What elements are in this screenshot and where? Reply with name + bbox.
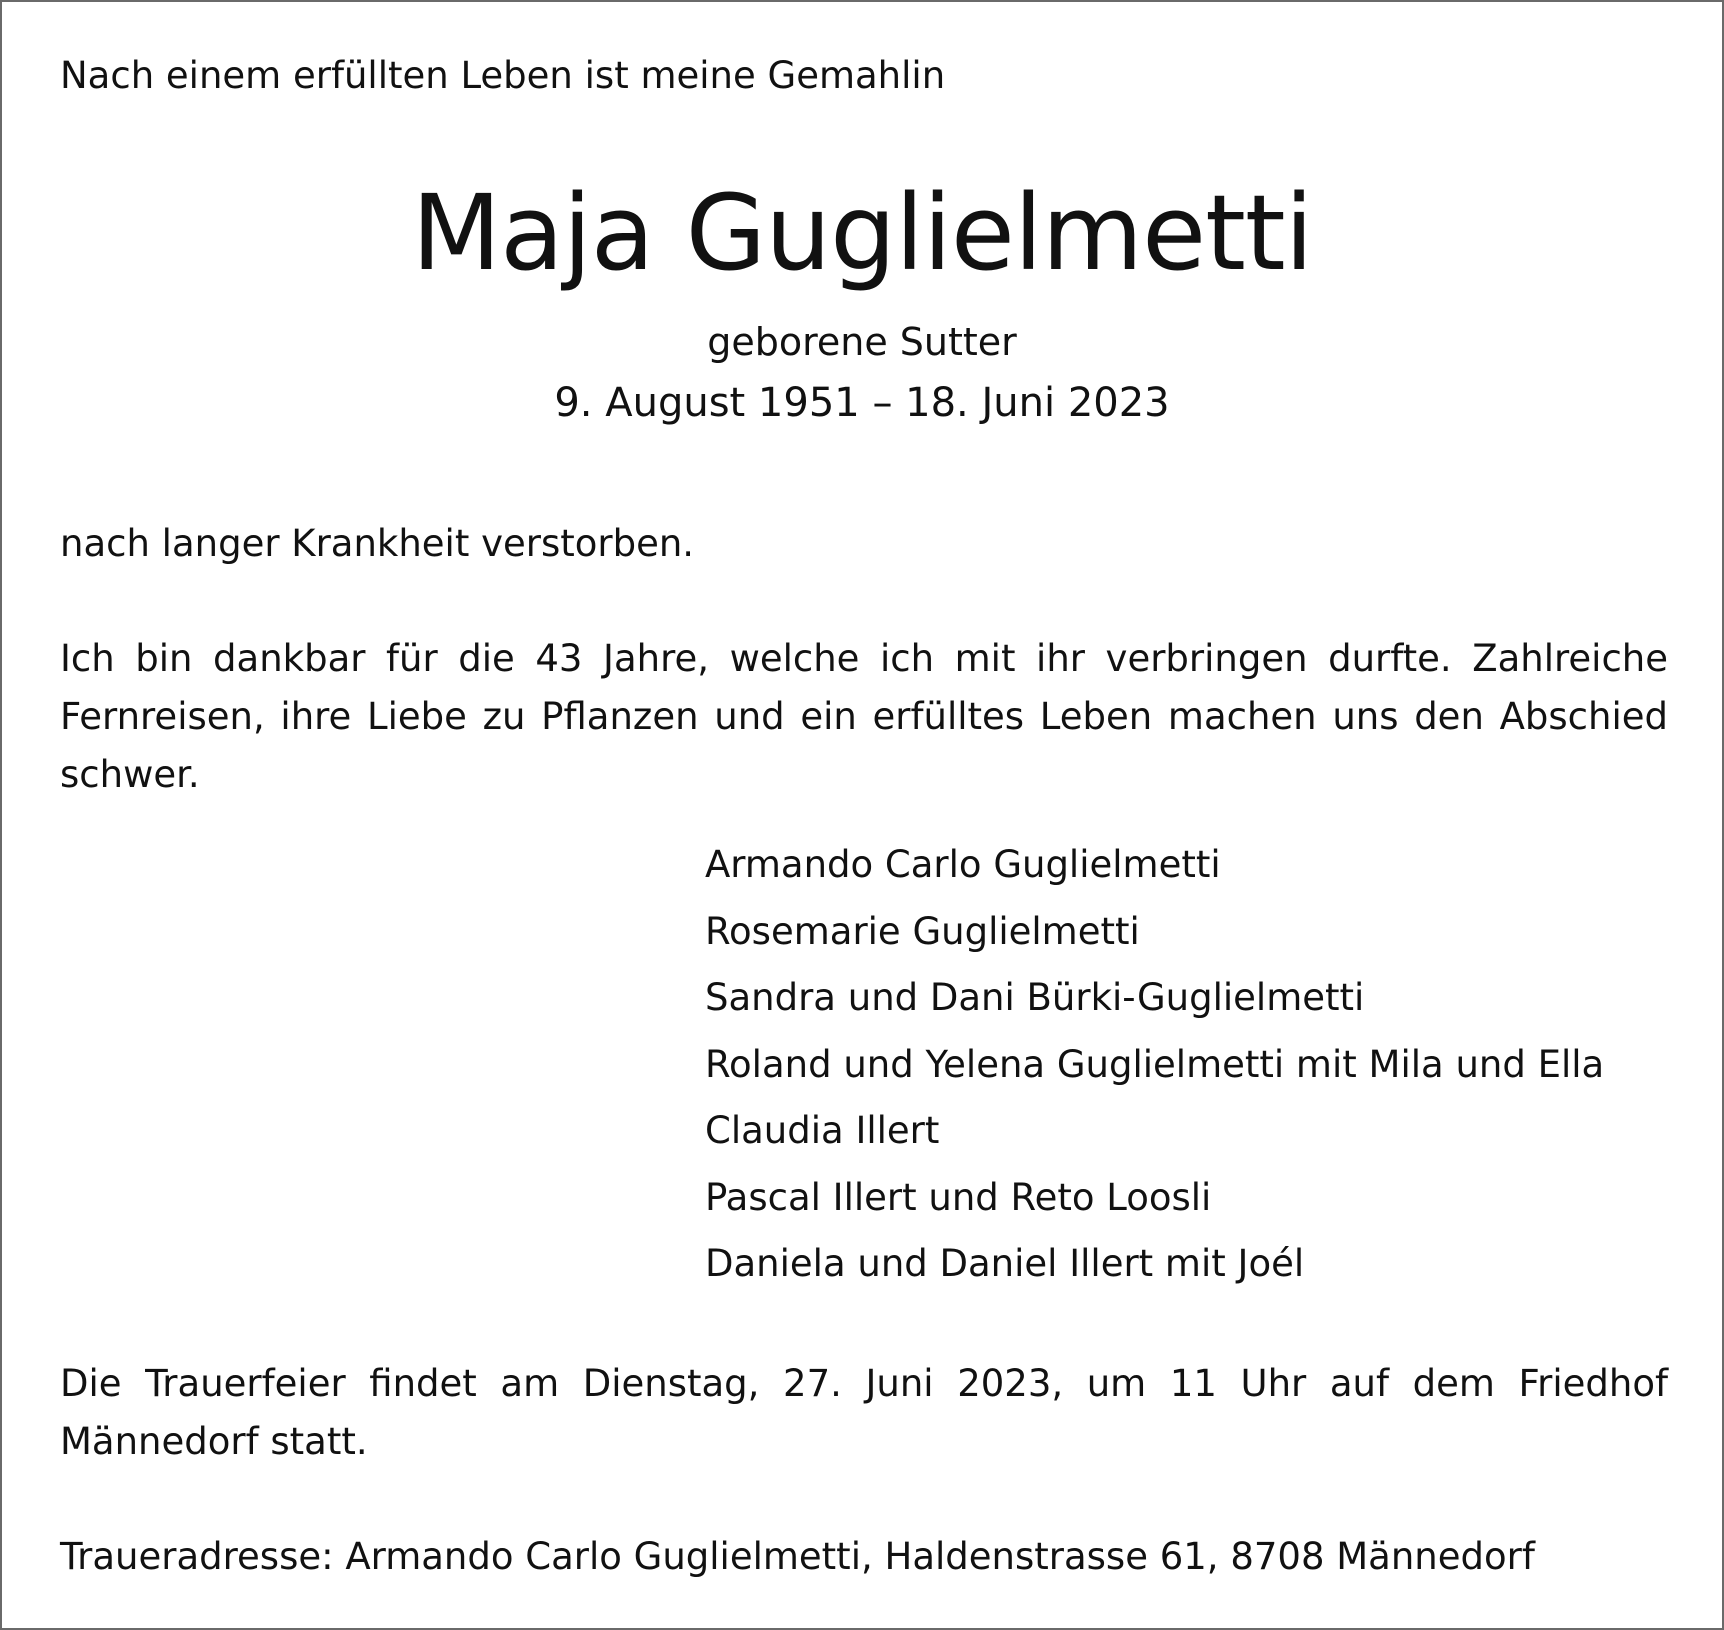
passing-text: nach langer Krankheit verstorben.	[60, 522, 695, 565]
mourner-name: Roland und Yelena Guglielmetti mit Mila und Ella	[705, 1042, 1605, 1086]
maiden-name: geborene Sutter	[707, 320, 1017, 364]
mourner-name: Daniela und Daniel Illert mit Joél	[705, 1242, 1305, 1285]
mourning-address: Traueradresse: Armando Carlo Guglielmetti, Haldenstrasse 61, 8708 Männedorf	[60, 1535, 1535, 1578]
mourner-name: Rosemarie Guglielmetti	[705, 909, 1140, 953]
gratitude-paragraph: Ich bin dankbar für die 43 Jahre, welche ich mit ihr verbringen durfte. Zahlreiche Fernreisen, ihre Liebe zu Pflanzen und ein erfülltes Leben machen uns den Abschied schwer.	[60, 637, 1668, 796]
life-dates: 9. August 1951 – 18. Juni 2023	[554, 380, 1170, 426]
mourner-name: Claudia Illert	[705, 1109, 940, 1152]
mourner-name: Armando Carlo Guglielmetti	[705, 843, 1221, 886]
mourner-name: Sandra und Dani Bürki-Guglielmetti	[705, 976, 1365, 1019]
mourner-name: Pascal Illert und Reto Loosli	[705, 1175, 1212, 1219]
mourners-list	[705, 832, 1604, 1298]
deceased-name: Maja Guglielmetti	[411, 172, 1313, 294]
intro-text: Nach einem erfüllten Leben ist meine Gemahlin	[60, 54, 946, 97]
ceremony-paragraph: Die Trauerfeier findet am Dienstag, 27. Juni 2023, um 11 Uhr auf dem Friedhof Männedorf statt.	[60, 1362, 1668, 1463]
